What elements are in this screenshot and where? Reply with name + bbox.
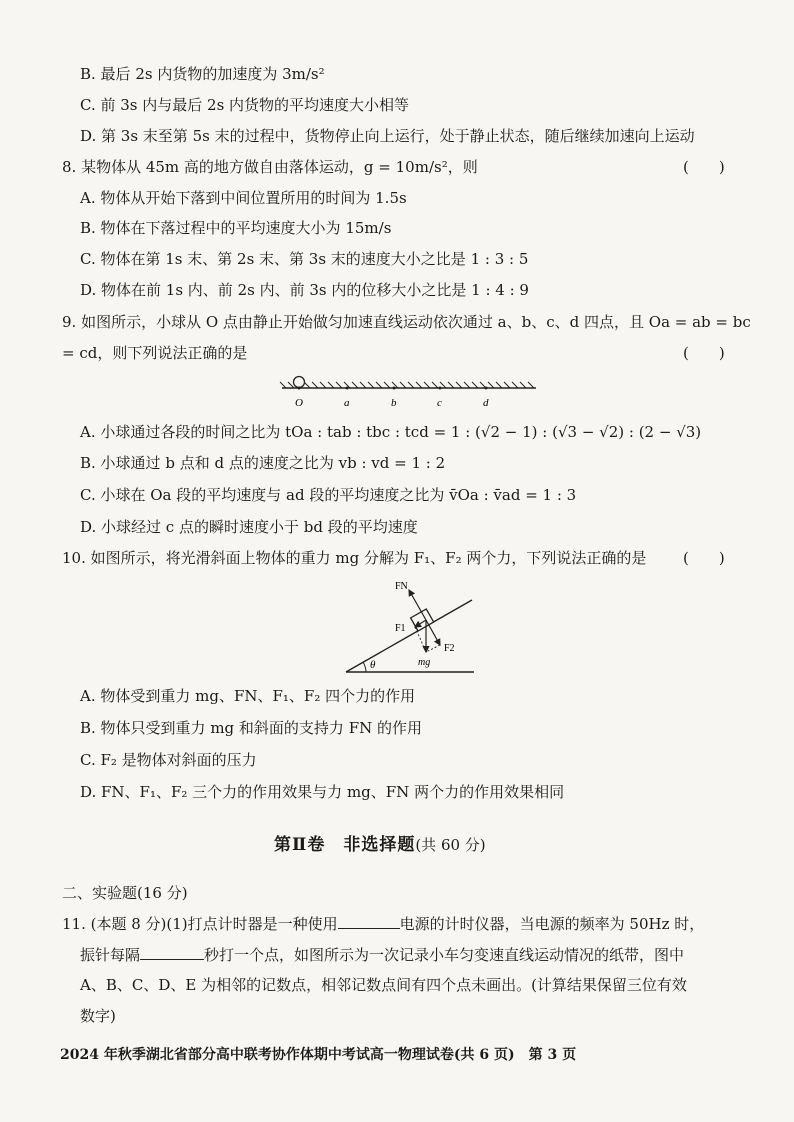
label-b: b xyxy=(391,397,397,409)
part2-title xyxy=(274,830,486,855)
q7-option-b: B. 最后 2s 内货物的加速度为 3m/s² xyxy=(80,65,325,83)
ball xyxy=(294,377,305,388)
label-o: O xyxy=(295,397,303,409)
q8-answer-paren: ( ) xyxy=(683,158,725,176)
mg-label: mg xyxy=(418,657,431,668)
label-a: a xyxy=(344,397,350,409)
q11-line2 xyxy=(80,944,684,965)
point-b xyxy=(393,387,396,390)
theta-label: θ xyxy=(370,659,376,671)
q10-option-a: A. 物体受到重力 mg、FN、F₁、F₂ 四个力的作用 xyxy=(80,687,416,705)
q11-line3: A、B、C、D、E 为相邻的记数点，相邻记数点间有四个点未画出。(计算结果保留三位有效 xyxy=(80,976,687,994)
q9-answer-paren: ( ) xyxy=(683,344,725,362)
f1-label: F1 xyxy=(395,623,406,634)
q11-line1-b: 电源的计时仪器，当电源的频率为 50Hz 时， xyxy=(399,915,705,933)
q11-line4: 数字) xyxy=(80,1007,116,1025)
q10-option-d: D. FN、F₁、F₂ 三个力的作用效果与力 mg、FN 两个力的作用效果相同 xyxy=(80,783,565,801)
angle-arc xyxy=(363,662,366,672)
label-d: d xyxy=(483,397,489,409)
q11-line1-a: 11. (本题 8 分)(1)打点计时器是一种使用 xyxy=(62,915,338,933)
q10-answer-paren: ( ) xyxy=(683,549,725,567)
point-a xyxy=(346,387,349,390)
q8-option-d: D. 物体在前 1s 内、前 2s 内、前 3s 内的位移大小之比是 1 : 4 : 9 xyxy=(80,281,529,299)
q11-line2-a: 振针每隔 xyxy=(80,946,141,964)
dashed-side-2 xyxy=(426,645,440,652)
q7-option-d: D. 第 3s 末至第 5s 末的过程中，货物停止向上运行，处于静止状态，随后继续加速向上运动 xyxy=(80,127,695,145)
q9-option-a: A. 小球通过各段的时间之比为 tOa : tab : tbc : tcd = 1 : (√2 − 1) : (√3 − √2) : (2 − √3) xyxy=(80,423,702,441)
q9-stem-line2: = cd，则下列说法正确的是 xyxy=(62,344,248,362)
q8-stem: 8. 某物体从 45m 高的地方做自由落体运动，g = 10m/s²，则 xyxy=(62,158,478,176)
dashed-side-1 xyxy=(415,627,426,652)
track-hatching xyxy=(280,382,534,388)
q10-option-b: B. 物体只受到重力 mg 和斜面的支持力 FN 的作用 xyxy=(80,719,422,737)
q7-option-c: C. 前 3s 内与最后 2s 内货物的平均速度大小相等 xyxy=(80,96,410,114)
q9-option-d: D. 小球经过 c 点的瞬时速度小于 bd 段的平均速度 xyxy=(80,518,418,536)
incline-line xyxy=(346,600,472,672)
label-c: c xyxy=(437,397,442,409)
q9-track-figure xyxy=(278,372,540,412)
part2-title-main: 第Ⅱ卷 非选择题 xyxy=(274,835,416,855)
q8-option-b: B. 物体在下落过程中的平均速度大小为 15m/s xyxy=(80,219,392,237)
q11-line1 xyxy=(62,913,704,934)
q11-line2-b: 秒打一个点，如图所示为一次记录小车匀变速直线运动情况的纸带，图中 xyxy=(204,946,685,964)
point-d xyxy=(485,387,488,390)
q10-stem: 10. 如图所示，将光滑斜面上物体的重力 mg 分解为 F₁、F₂ 两个力，下列说法正确的是 xyxy=(62,549,647,567)
page-footer: 2024 年秋季湖北省部分高中联考协作体期中考试高一物理试卷(共 6 页) 第 3 页 xyxy=(60,1047,577,1063)
q9-option-b: B. 小球通过 b 点和 d 点的速度之比为 vb : vd = 1 : 2 xyxy=(80,454,446,472)
q10-incline-figure xyxy=(340,572,480,680)
q9-option-c: C. 小球在 Oa 段的平均速度与 ad 段的平均速度之比为 v̄Oa : v̄ad = 1 : 3 xyxy=(80,486,577,504)
experiment-heading: 二、实验题(16 分) xyxy=(62,884,188,902)
q8-option-a: A. 物体从开始下落到中间位置所用的时间为 1.5s xyxy=(80,189,407,207)
blank-interval xyxy=(140,944,204,960)
q10-option-c: C. F₂ 是物体对斜面的压力 xyxy=(80,751,257,769)
q8-option-c: C. 物体在第 1s 末、第 2s 末、第 3s 末的速度大小之比是 1 : 3 : 5 xyxy=(80,250,529,268)
point-o xyxy=(298,387,301,390)
q9-stem-line1: 9. 如图所示，小球从 O 点由静止开始做匀加速直线运动依次通过 a、b、c、d 四点，且 Oa = ab = bc xyxy=(62,313,751,331)
fn-label: FN xyxy=(395,581,408,592)
point-c xyxy=(439,387,442,390)
f2-arrow xyxy=(426,620,440,645)
blank-power-type xyxy=(338,913,400,929)
part2-title-sub: (共 60 分) xyxy=(415,836,486,854)
f2-label: F2 xyxy=(444,643,455,654)
